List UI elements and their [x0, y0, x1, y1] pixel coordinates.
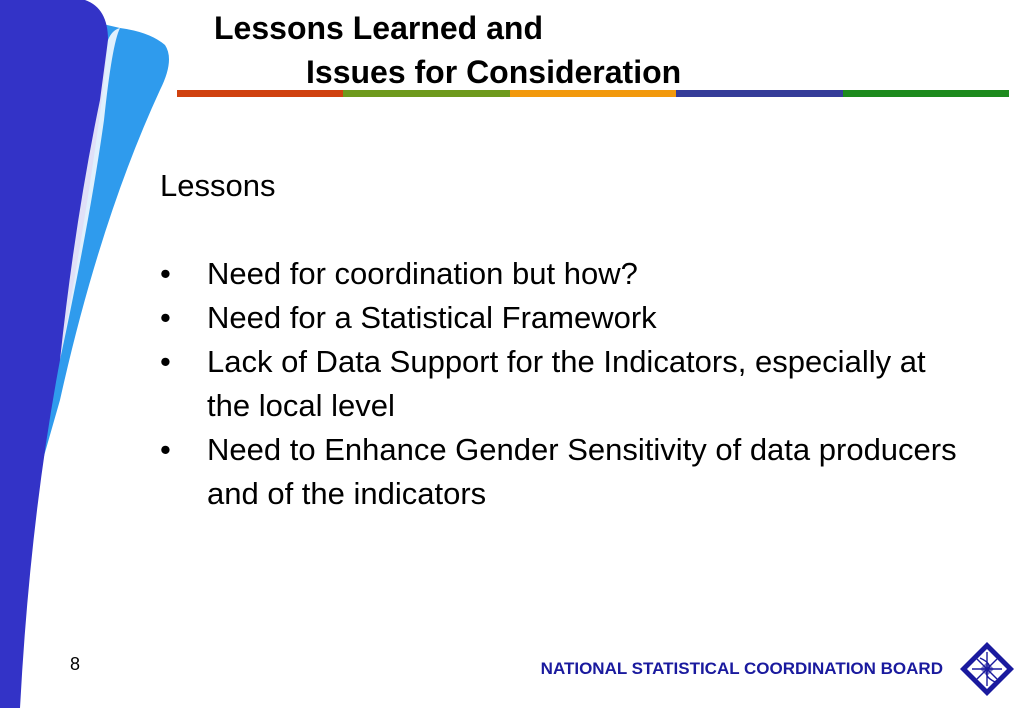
bullet-text: Lack of Data Support for the Indicators, especially at the local level [207, 344, 926, 423]
swoosh-dark-band [0, 0, 108, 708]
bullet-item [160, 428, 960, 516]
bullet-text: Need for coordination but how? [207, 256, 638, 291]
divider-segment [510, 90, 676, 97]
page-number: 8 [70, 654, 81, 674]
bullet-item [160, 340, 960, 428]
bullet-list [160, 252, 960, 516]
bullet-marker: • [160, 256, 171, 291]
section-heading: Lessons [160, 168, 276, 203]
bullet-item [160, 252, 960, 296]
bullet-item [160, 296, 960, 340]
slide-title-line-2: Issues for Consideration [306, 54, 682, 90]
bullet-marker: • [160, 344, 171, 379]
divider-segment [343, 90, 509, 97]
divider-segment [843, 90, 1009, 97]
bullet-text: Need to Enhance Gender Sensitivity of data producers and of the indicators [207, 432, 957, 511]
bullet-marker: • [160, 432, 171, 467]
title-divider [177, 90, 1009, 97]
divider-segment [676, 90, 842, 97]
bullet-text: Need for a Statistical Framework [207, 300, 657, 335]
nscb-logo-icon [958, 640, 1016, 698]
bullet-marker: • [160, 300, 171, 335]
divider-segment [177, 90, 343, 97]
organization-name: NATIONAL STATISTICAL COORDINATION BOARD [540, 659, 943, 678]
slide-title-line-1: Lessons Learned and [214, 10, 543, 46]
